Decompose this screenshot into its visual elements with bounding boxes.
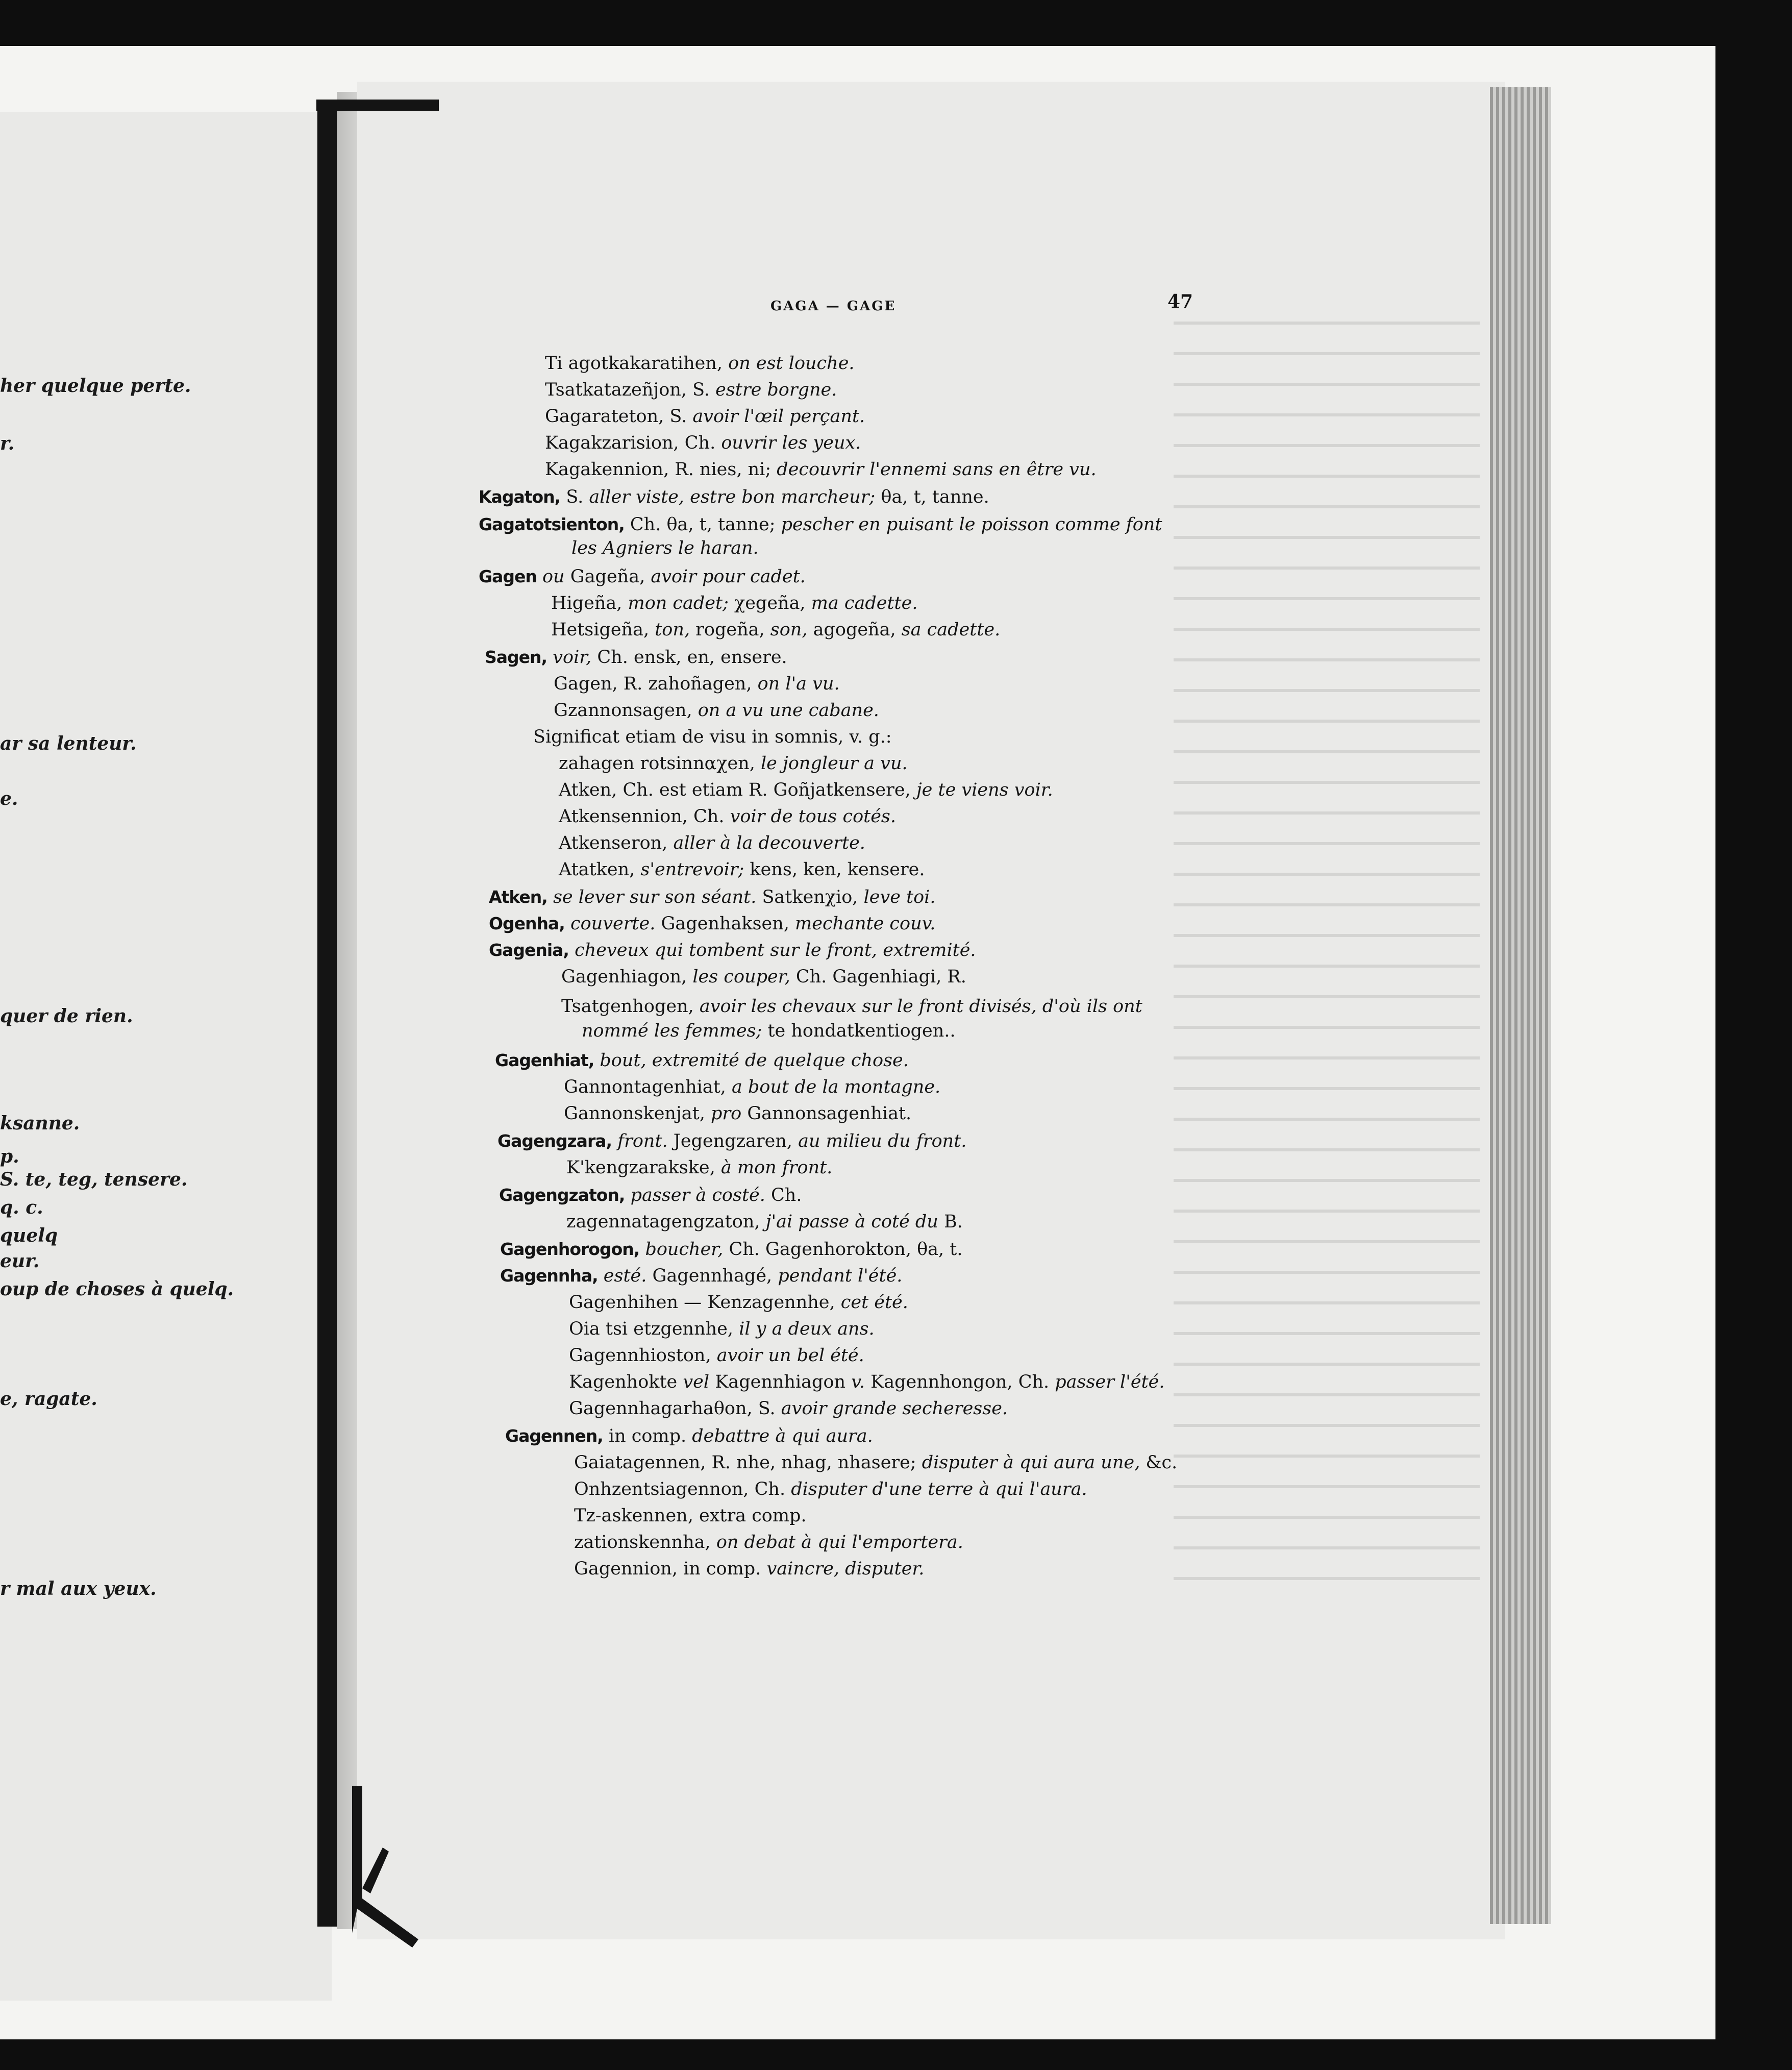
left-page-fragment: r mal aux yeux.: [0, 1578, 157, 1599]
entry-text: Gagennhioston,: [569, 1345, 717, 1366]
entry-text: Tz-askennen, extra comp.: [574, 1506, 807, 1526]
entry-line: [571, 537, 759, 559]
entry-line: [574, 1531, 963, 1554]
entry-line: [505, 1425, 873, 1447]
italic-gloss: pendant l'été.: [778, 1266, 903, 1286]
running-head: GAGA — GAGE: [770, 299, 897, 314]
entry-line: [554, 673, 840, 695]
entry-line: [551, 592, 917, 614]
entry-text: Tsatgenhogen,: [561, 996, 700, 1017]
entry-text: Gageña,: [564, 566, 651, 587]
italic-gloss: debattre à qui aura.: [692, 1426, 873, 1446]
italic-gloss: decouvrir l'ennemi sans en être vu.: [777, 459, 1097, 480]
left-page-fragment: e, ragate.: [0, 1388, 97, 1410]
headword: Atken,: [489, 887, 547, 907]
entry-line: [566, 1211, 963, 1233]
entry-line: [561, 995, 1142, 1018]
entry-text: K'kengzarakske,: [566, 1157, 721, 1178]
entry-text: Ch.: [765, 1185, 802, 1205]
italic-gloss: aller viste, estre bon marcheur;: [589, 487, 876, 507]
entry-text: Kagennhongon, Ch.: [864, 1372, 1055, 1392]
entry-text: [598, 1266, 604, 1286]
italic-gloss: avoir l'œil perçant.: [692, 406, 865, 427]
italic-gloss: voir,: [553, 647, 592, 668]
italic-gloss: à mon front.: [720, 1157, 833, 1178]
italic-gloss: avoir grande secheresse.: [781, 1398, 1008, 1419]
scan-border-top: [0, 0, 1792, 46]
entry-text: &c.: [1140, 1452, 1178, 1473]
entry-text: Gaiatagennen, R. nhe, nhag, nhasere;: [574, 1452, 922, 1473]
headword: Gagenhiat,: [495, 1050, 594, 1070]
entry-text: [625, 1185, 630, 1205]
ribbon-bookmark-top: [316, 100, 439, 111]
italic-gloss: ou: [536, 566, 565, 587]
entry-text: Gagennhagarhaθon, S.: [569, 1398, 781, 1419]
italic-gloss: au milieu du front.: [798, 1131, 967, 1151]
entry-text: [547, 647, 553, 668]
ribbon-bookmark: [317, 110, 337, 1927]
entry-line: [582, 1020, 956, 1042]
entry-line: [499, 1184, 802, 1206]
italic-gloss: leve toi.: [863, 887, 936, 907]
headword: Kagaton,: [479, 487, 561, 507]
entry-line: [545, 405, 865, 428]
entry-text: Gannontagenhiat,: [564, 1077, 732, 1097]
entry-text: Kagakzarision, Ch.: [545, 433, 721, 453]
entry-line: [497, 1130, 966, 1152]
entry-text: S.: [560, 487, 589, 507]
entry-text: [547, 887, 553, 907]
left-page-fragment: oup de choses à quelq.: [0, 1278, 234, 1300]
headword: Sagen,: [485, 647, 547, 667]
entry-text: Gagen, R. zahoñagen,: [554, 674, 758, 694]
entry-text: Kagennhiagon: [709, 1372, 852, 1392]
italic-gloss: cheveux qui tombent sur le front, extremité.: [575, 940, 976, 960]
italic-gloss: se lever sur son séant.: [553, 887, 757, 907]
entry-text: Ch. ensk, en, ensere.: [591, 647, 787, 668]
page-edges: [1490, 87, 1551, 1924]
left-page-fragment: r.: [0, 433, 15, 454]
entry-text: Gannonsagenhiat.: [741, 1103, 912, 1124]
entry-text: Oia tsi etzgennhe,: [569, 1319, 739, 1339]
italic-gloss: pro: [710, 1103, 742, 1124]
entry-line: [554, 699, 879, 722]
entry-line: [485, 646, 787, 669]
entry-text: zationskennha,: [574, 1532, 716, 1552]
entry-text: Higeña,: [551, 593, 628, 613]
headword: Gagengzara,: [497, 1131, 612, 1151]
italic-gloss: voir de tous cotés.: [730, 806, 897, 827]
entry-line: [489, 913, 935, 935]
entry-line: [574, 1505, 807, 1527]
entry-text: [565, 914, 570, 934]
entry-line: [479, 486, 989, 508]
italic-gloss: estre borgne.: [715, 380, 837, 400]
entry-text: Satkenχio,: [756, 887, 864, 907]
entry-text: Gagenhihen — Kenzagennhe,: [569, 1292, 841, 1313]
italic-gloss: sa cadette.: [901, 620, 1001, 640]
italic-gloss: il y a deux ans.: [739, 1319, 875, 1339]
entry-line: [545, 352, 855, 375]
entry-line: [479, 565, 806, 588]
entry-line: [545, 432, 861, 454]
left-page-fragment: ar sa lenteur.: [0, 733, 137, 754]
italic-gloss: j'ai passe à coté du: [765, 1212, 938, 1232]
entry-text: rogeña,: [690, 620, 770, 640]
left-page-fragment: quer de rien.: [0, 1005, 133, 1027]
italic-gloss: front.: [617, 1131, 668, 1151]
entry-text: θa, t, tanne.: [875, 487, 989, 507]
page-number: 47: [1167, 291, 1193, 312]
entry-line: [545, 379, 837, 401]
entry-text: Ch. θa, t, tanne;: [624, 514, 781, 535]
entry-text: in comp.: [603, 1426, 692, 1446]
italic-gloss: je te viens voir.: [916, 780, 1053, 800]
left-page-fragment: S. te, teg, tensere.: [0, 1169, 188, 1190]
show-through-text: [1174, 322, 1480, 1597]
entry-line: [574, 1451, 1177, 1474]
entry-text: Atkensennion, Ch.: [559, 806, 730, 827]
italic-gloss: on debat à qui l'emportera.: [716, 1532, 963, 1552]
entry-text: Atken, Ch. est etiam R. Goñjatkensere,: [559, 780, 916, 800]
italic-gloss: passer à costé.: [630, 1185, 765, 1205]
entry-line: [559, 805, 896, 828]
italic-gloss: boucher,: [645, 1239, 724, 1260]
italic-gloss: les Agniers le haran.: [571, 538, 759, 558]
italic-gloss: esté.: [603, 1266, 647, 1286]
entry-text: [639, 1239, 645, 1260]
left-page-fragment: e.: [0, 788, 18, 809]
entry-line: [569, 1318, 875, 1340]
entry-text: zagennatagengzaton,: [566, 1212, 766, 1232]
entry-text: Gannonskenjat,: [564, 1103, 711, 1124]
entry-text: Tsatkatazeñjon, S.: [545, 380, 716, 400]
entry-text: Ti agotkakaratihen,: [545, 353, 729, 374]
ribbon-bookmark-end: [352, 1786, 454, 1950]
scan-border-bottom: [0, 2039, 1792, 2070]
left-page-fragment: quelq: [0, 1225, 58, 1246]
entry-text: Jegengzaren,: [667, 1131, 799, 1151]
headword: Gagen: [479, 566, 537, 586]
italic-gloss: a bout de la montagne.: [732, 1077, 941, 1097]
entry-text: Ch. Gagenhorokton, θa, t.: [723, 1239, 963, 1260]
entry-text: Gzannonsagen,: [554, 700, 698, 721]
entry-text: Gagarateton, S.: [545, 406, 693, 427]
scan-border-right: [1715, 0, 1792, 2070]
italic-gloss: mon cadet;: [628, 593, 729, 613]
italic-gloss: nommé les femmes;: [582, 1021, 762, 1041]
entry-line: [500, 1238, 962, 1261]
entry-text: Atkenseron,: [559, 833, 674, 853]
entry-text: [594, 1050, 600, 1071]
italic-gloss: disputer d'une terre à qui l'aura.: [791, 1479, 1087, 1499]
entry-text: Gagenhiagon,: [561, 967, 693, 987]
entry-line: [489, 886, 936, 908]
left-page: [0, 112, 332, 2001]
entry-line: [569, 1291, 908, 1314]
entry-line: [559, 752, 908, 775]
entry-line: [574, 1478, 1087, 1500]
italic-gloss: son,: [770, 620, 808, 640]
italic-gloss: ton,: [655, 620, 690, 640]
italic-gloss: mechante couv.: [795, 914, 936, 934]
entry-text: Hetsigeña,: [551, 620, 655, 640]
entry-line: [545, 458, 1097, 481]
entry-text: Ch. Gagenhiagi, R.: [790, 967, 966, 987]
entry-text: Significat etiam de visu in somnis, v. g.:: [533, 727, 892, 747]
left-page-fragment: eur.: [0, 1250, 40, 1272]
italic-gloss: cet été.: [840, 1292, 908, 1313]
italic-gloss: on l'a vu.: [757, 674, 840, 694]
italic-gloss: avoir les chevaux sur le front divisés, d'où ils ont: [699, 996, 1142, 1017]
left-page-fragment: q. c.: [0, 1197, 43, 1218]
headword: Gagenia,: [489, 940, 569, 960]
entry-line: [566, 1156, 832, 1179]
left-page-fragment: her quelque perte.: [0, 375, 191, 397]
italic-gloss: vel: [683, 1372, 710, 1392]
entry-line: [559, 779, 1053, 801]
entry-line: [569, 1344, 864, 1367]
italic-gloss: disputer à qui aura une,: [922, 1452, 1140, 1473]
italic-gloss: s'entrevoir;: [640, 859, 744, 880]
italic-gloss: on est louche.: [728, 353, 855, 374]
italic-gloss: avoir pour cadet.: [651, 566, 806, 587]
italic-gloss: avoir un bel été.: [716, 1345, 864, 1366]
entry-line: [479, 513, 1162, 536]
headword: Ogenha,: [489, 914, 565, 933]
entry-text: Kagakennion, R. nies, ni;: [545, 459, 777, 480]
entry-text: Gagennion, in comp.: [574, 1559, 767, 1579]
italic-gloss: ma cadette.: [811, 593, 918, 613]
italic-gloss: aller à la decouverte.: [673, 833, 865, 853]
entry-text: Kagenhokte: [569, 1372, 683, 1392]
entry-text: Gagennhagé,: [646, 1266, 778, 1286]
entry-line: [495, 1049, 909, 1072]
italic-gloss: bout, extremité de quelque chose.: [600, 1050, 909, 1071]
entry-line: [551, 619, 1000, 641]
entry-line: [559, 858, 925, 881]
entry-text: zahagen rotsinnαχen,: [559, 753, 761, 774]
italic-gloss: couverte.: [570, 914, 656, 934]
italic-gloss: vaincre, disputer.: [766, 1559, 925, 1579]
italic-gloss: pescher en puisant le poisson comme font: [781, 514, 1162, 535]
entry-text: B.: [938, 1212, 963, 1232]
italic-gloss: ouvrir les yeux.: [721, 433, 861, 453]
entry-text: Onhzentsiagennon, Ch.: [574, 1479, 791, 1499]
entry-line: [574, 1558, 924, 1580]
entry-line: [569, 1397, 1008, 1420]
left-page-fragment: ksanne.: [0, 1113, 80, 1134]
entry-text: Gagenhaksen,: [655, 914, 795, 934]
entry-line: [564, 1076, 940, 1098]
entry-text: χegeña,: [728, 593, 811, 613]
italic-gloss: passer l'été.: [1055, 1372, 1165, 1392]
headword: Gagatotsienton,: [479, 514, 625, 534]
headword: Gagennen,: [505, 1426, 603, 1446]
headword: Gagennha,: [500, 1266, 598, 1286]
entry-line: [489, 939, 976, 962]
entry-text: kens, ken, kensere.: [744, 859, 925, 880]
entry-text: agogeña,: [807, 620, 902, 640]
italic-gloss: v.: [851, 1372, 865, 1392]
italic-gloss: le jongleur a vu.: [760, 753, 908, 774]
entry-text: te hondatkentiogen..: [762, 1021, 956, 1041]
entry-text: [569, 940, 575, 960]
entry-text: [612, 1131, 617, 1151]
entry-text: Atatken,: [559, 859, 641, 880]
italic-gloss: les couper,: [692, 967, 790, 987]
entry-line: [564, 1102, 911, 1125]
headword: Gagengzaton,: [499, 1185, 625, 1205]
italic-gloss: on a vu une cabane.: [698, 700, 879, 721]
left-page-fragment: p.: [0, 1146, 19, 1167]
entry-line: [500, 1265, 902, 1287]
entry-line: [559, 832, 865, 854]
entry-line: [569, 1371, 1164, 1393]
entry-line: [533, 726, 892, 748]
headword: Gagenhorogon,: [500, 1239, 640, 1259]
entry-line: [561, 966, 966, 988]
